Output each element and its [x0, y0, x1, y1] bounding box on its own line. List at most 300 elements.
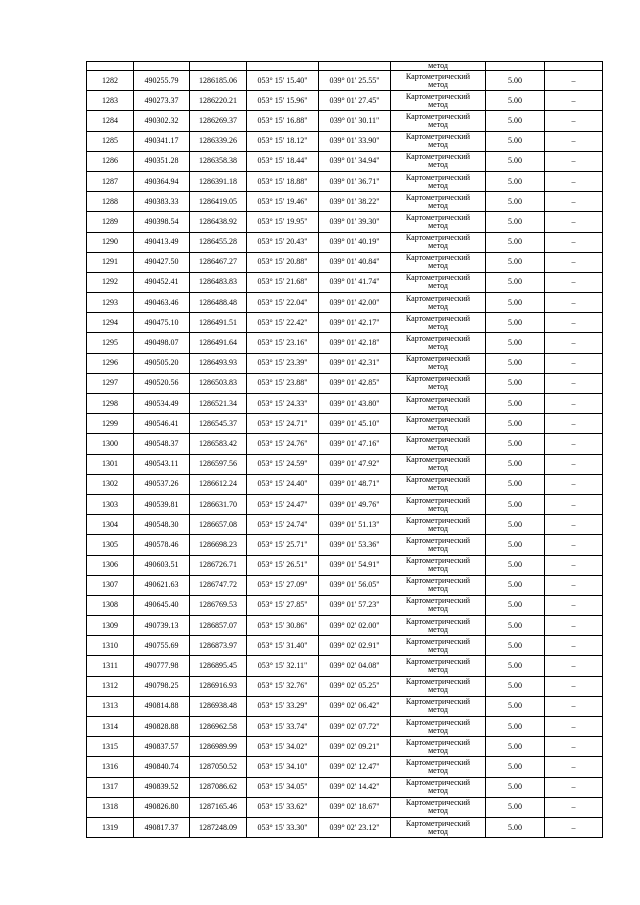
method-cell	[391, 394, 486, 414]
longitude-cell: 039° 01' 51.13"	[319, 515, 391, 535]
x-coordinate-cell: 490814.88	[134, 696, 190, 716]
method-cell	[391, 797, 486, 817]
method-line-2: метод	[428, 503, 448, 513]
method-cell	[391, 232, 486, 252]
longitude-cell: 039° 01' 56.05"	[319, 575, 391, 595]
table-row	[87, 494, 603, 514]
latitude-cell: 053° 15' 24.71"	[247, 414, 319, 434]
table-row	[87, 333, 603, 353]
method-cell	[391, 131, 486, 151]
x-coordinate-cell: 490505.20	[134, 353, 190, 373]
x-coordinate-cell: 490777.98	[134, 656, 190, 676]
y-coordinate-cell: 1286185.06	[190, 71, 247, 91]
y-coordinate-cell: 1286220.21	[190, 91, 247, 111]
y-coordinate-cell: 1286545.37	[190, 414, 247, 434]
table-row	[87, 676, 603, 696]
point-number-cell: 1309	[87, 616, 134, 636]
x-coordinate-cell: 490828.88	[134, 717, 190, 737]
method-line-1: Картометрический	[405, 334, 471, 344]
cell	[247, 62, 319, 71]
method-cell	[391, 434, 486, 454]
note-cell: –	[545, 151, 603, 171]
method-line-2: метод	[428, 604, 448, 614]
x-coordinate-cell: 490645.40	[134, 595, 190, 615]
accuracy-cell: 5.00	[486, 616, 545, 636]
longitude-cell: 039° 02' 02.91"	[319, 636, 391, 656]
note-cell: –	[545, 333, 603, 353]
note-cell: –	[545, 595, 603, 615]
method-cell	[391, 817, 486, 837]
table-row	[87, 111, 603, 131]
point-number-cell: 1311	[87, 656, 134, 676]
y-coordinate-cell: 1286726.71	[190, 555, 247, 575]
longitude-cell: 039° 01' 47.92"	[319, 454, 391, 474]
table-row	[87, 777, 603, 797]
note-cell: –	[545, 131, 603, 151]
accuracy-cell: 5.00	[486, 717, 545, 737]
accuracy-cell: 5.00	[486, 777, 545, 797]
method-cell	[391, 737, 486, 757]
method-line-2: метод	[428, 402, 448, 412]
table-row	[87, 535, 603, 555]
note-cell: –	[545, 111, 603, 131]
note-cell: –	[545, 717, 603, 737]
method-line-2: метод	[428, 241, 448, 251]
method-cell: метод	[391, 62, 486, 71]
method-line-2: метод	[428, 180, 448, 190]
method-line-1: Картометрический	[405, 212, 471, 222]
point-number-cell: 1288	[87, 192, 134, 212]
accuracy-cell: 5.00	[486, 636, 545, 656]
x-coordinate-cell: 490534.49	[134, 394, 190, 414]
longitude-cell: 039° 01' 57.23"	[319, 595, 391, 615]
longitude-cell: 039° 02' 12.47"	[319, 757, 391, 777]
table-row	[87, 313, 603, 333]
method-cell	[391, 333, 486, 353]
point-number-cell: 1313	[87, 696, 134, 716]
point-number-cell: 1285	[87, 131, 134, 151]
table-row	[87, 434, 603, 454]
method-cell	[391, 575, 486, 595]
latitude-cell: 053° 15' 34.05"	[247, 777, 319, 797]
latitude-cell: 053° 15' 24.74"	[247, 515, 319, 535]
note-cell: –	[545, 696, 603, 716]
point-number-cell: 1300	[87, 434, 134, 454]
point-number-cell: 1296	[87, 353, 134, 373]
point-number-cell: 1314	[87, 717, 134, 737]
method-line-2: метод	[428, 786, 448, 796]
note-cell: –	[545, 636, 603, 656]
y-coordinate-cell: 1286491.64	[190, 333, 247, 353]
note-cell: –	[545, 212, 603, 232]
method-line-2: метод	[428, 220, 448, 230]
x-coordinate-cell: 490839.52	[134, 777, 190, 797]
table-row	[87, 817, 603, 837]
longitude-cell: 039° 01' 48.71"	[319, 474, 391, 494]
longitude-cell: 039° 02' 05.25"	[319, 676, 391, 696]
x-coordinate-cell: 490302.32	[134, 111, 190, 131]
accuracy-cell: 5.00	[486, 91, 545, 111]
note-cell: –	[545, 313, 603, 333]
note-cell: –	[545, 555, 603, 575]
longitude-cell: 039° 01' 27.45"	[319, 91, 391, 111]
table-row	[87, 212, 603, 232]
x-coordinate-cell: 490364.94	[134, 171, 190, 191]
method-cell	[391, 616, 486, 636]
y-coordinate-cell: 1286769.53	[190, 595, 247, 615]
method-line-1: Картометрический	[405, 273, 471, 283]
table-row	[87, 272, 603, 292]
y-coordinate-cell: 1286698.23	[190, 535, 247, 555]
method-cell	[391, 293, 486, 313]
longitude-cell: 039° 01' 34.94"	[319, 151, 391, 171]
method-cell	[391, 212, 486, 232]
accuracy-cell: 5.00	[486, 817, 545, 837]
method-line-1: Картометрический	[405, 475, 471, 485]
method-line-1: Картометрический	[405, 757, 471, 767]
x-coordinate-cell: 490548.37	[134, 434, 190, 454]
longitude-cell: 039° 01' 25.55"	[319, 71, 391, 91]
method-line-1: Картометрический	[405, 233, 471, 243]
latitude-cell: 053° 15' 23.39"	[247, 353, 319, 373]
table-row	[87, 717, 603, 737]
accuracy-cell: 5.00	[486, 535, 545, 555]
method-line-1: Картометрический	[405, 172, 471, 182]
y-coordinate-cell: 1286358.38	[190, 151, 247, 171]
method-line-1: Картометрический	[405, 596, 471, 606]
method-line-2: метод	[428, 140, 448, 150]
method-line-2: метод	[428, 483, 448, 493]
longitude-cell: 039° 01' 40.84"	[319, 252, 391, 272]
latitude-cell: 053° 15' 24.40"	[247, 474, 319, 494]
longitude-cell: 039° 01' 38.22"	[319, 192, 391, 212]
point-number-cell: 1295	[87, 333, 134, 353]
table-row	[87, 394, 603, 414]
x-coordinate-cell: 490475.10	[134, 313, 190, 333]
table-row	[87, 797, 603, 817]
table-row	[87, 414, 603, 434]
method-line-1: Картометрический	[405, 798, 471, 808]
y-coordinate-cell: 1286455.28	[190, 232, 247, 252]
latitude-cell: 053° 15' 22.04"	[247, 293, 319, 313]
table-row	[87, 575, 603, 595]
method-line-1: Картометрический	[405, 818, 471, 828]
method-line-2: метод	[428, 624, 448, 634]
longitude-cell: 039° 01' 42.17"	[319, 313, 391, 333]
latitude-cell: 053° 15' 33.62"	[247, 797, 319, 817]
table-row	[87, 636, 603, 656]
latitude-cell: 053° 15' 27.09"	[247, 575, 319, 595]
note-cell: –	[545, 434, 603, 454]
point-number-cell: 1287	[87, 171, 134, 191]
y-coordinate-cell: 1286989.99	[190, 737, 247, 757]
latitude-cell: 053° 15' 33.30"	[247, 817, 319, 837]
latitude-cell: 053° 15' 26.51"	[247, 555, 319, 575]
accuracy-cell: 5.00	[486, 313, 545, 333]
method-line-2: метод	[428, 261, 448, 271]
longitude-cell: 039° 02' 23.12"	[319, 817, 391, 837]
method-cell	[391, 414, 486, 434]
cell	[486, 62, 545, 71]
x-coordinate-cell: 490603.51	[134, 555, 190, 575]
longitude-cell: 039° 01' 30.11"	[319, 111, 391, 131]
method-line-1: Картометрический	[405, 737, 471, 747]
x-coordinate-cell: 490548.30	[134, 515, 190, 535]
method-line-1: Картометрический	[405, 717, 471, 727]
point-number-cell: 1289	[87, 212, 134, 232]
note-cell: –	[545, 817, 603, 837]
accuracy-cell: 5.00	[486, 353, 545, 373]
method-cell	[391, 111, 486, 131]
x-coordinate-cell: 490621.63	[134, 575, 190, 595]
method-line-2: метод	[428, 543, 448, 553]
table-row	[87, 91, 603, 111]
longitude-cell: 039° 02' 06.42"	[319, 696, 391, 716]
x-coordinate-cell: 490543.11	[134, 454, 190, 474]
method-cell	[391, 272, 486, 292]
accuracy-cell: 5.00	[486, 171, 545, 191]
y-coordinate-cell: 1286488.48	[190, 293, 247, 313]
x-coordinate-cell: 490520.56	[134, 373, 190, 393]
accuracy-cell: 5.00	[486, 737, 545, 757]
table-row	[87, 595, 603, 615]
latitude-cell: 053° 15' 20.88"	[247, 252, 319, 272]
method-line-2: метод	[428, 725, 448, 735]
method-line-1: Картометрический	[405, 778, 471, 788]
accuracy-cell: 5.00	[486, 434, 545, 454]
point-number-cell: 1292	[87, 272, 134, 292]
x-coordinate-cell: 490798.25	[134, 676, 190, 696]
method-line-1: Картометрический	[405, 111, 471, 121]
table-row	[87, 71, 603, 91]
accuracy-cell: 5.00	[486, 394, 545, 414]
longitude-cell: 039° 01' 42.85"	[319, 373, 391, 393]
accuracy-cell: 5.00	[486, 474, 545, 494]
y-coordinate-cell: 1286491.51	[190, 313, 247, 333]
y-coordinate-cell: 1287086.62	[190, 777, 247, 797]
longitude-cell: 039° 01' 42.18"	[319, 333, 391, 353]
longitude-cell: 039° 01' 33.90"	[319, 131, 391, 151]
y-coordinate-cell: 1286612.24	[190, 474, 247, 494]
table-row	[87, 252, 603, 272]
latitude-cell: 053° 15' 19.95"	[247, 212, 319, 232]
x-coordinate-cell: 490817.37	[134, 817, 190, 837]
longitude-cell: 039° 02' 02.00"	[319, 616, 391, 636]
longitude-cell: 039° 01' 40.19"	[319, 232, 391, 252]
y-coordinate-cell: 1286857.07	[190, 616, 247, 636]
y-coordinate-cell: 1286493.93	[190, 353, 247, 373]
note-cell: –	[545, 71, 603, 91]
latitude-cell: 053° 15' 19.46"	[247, 192, 319, 212]
table-row	[87, 293, 603, 313]
method-line-1: Картометрический	[405, 313, 471, 323]
method-line-2: метод	[428, 564, 448, 574]
accuracy-cell: 5.00	[486, 414, 545, 434]
method-cell	[391, 595, 486, 615]
method-cell	[391, 353, 486, 373]
method-line-1: Картометрический	[405, 434, 471, 444]
latitude-cell: 053° 15' 15.40"	[247, 71, 319, 91]
point-number-cell: 1305	[87, 535, 134, 555]
accuracy-cell: 5.00	[486, 232, 545, 252]
note-cell: –	[545, 192, 603, 212]
y-coordinate-cell: 1287050.52	[190, 757, 247, 777]
x-coordinate-cell: 490273.37	[134, 91, 190, 111]
latitude-cell: 053° 15' 32.76"	[247, 676, 319, 696]
x-coordinate-cell: 490351.28	[134, 151, 190, 171]
y-coordinate-cell: 1286631.70	[190, 494, 247, 514]
longitude-cell: 039° 01' 49.76"	[319, 494, 391, 514]
note-cell: –	[545, 454, 603, 474]
point-number-cell: 1315	[87, 737, 134, 757]
x-coordinate-cell: 490383.33	[134, 192, 190, 212]
note-cell: –	[545, 171, 603, 191]
method-line-2: метод	[428, 342, 448, 352]
accuracy-cell: 5.00	[486, 131, 545, 151]
table-row	[87, 454, 603, 474]
method-cell	[391, 171, 486, 191]
note-cell: –	[545, 494, 603, 514]
y-coordinate-cell: 1286583.42	[190, 434, 247, 454]
accuracy-cell: 5.00	[486, 555, 545, 575]
x-coordinate-cell: 490398.54	[134, 212, 190, 232]
method-line-1: Картометрический	[405, 414, 471, 424]
accuracy-cell: 5.00	[486, 293, 545, 313]
y-coordinate-cell: 1286895.45	[190, 656, 247, 676]
table-row	[87, 232, 603, 252]
accuracy-cell: 5.00	[486, 333, 545, 353]
method-line-1: Картометрический	[405, 374, 471, 384]
latitude-cell: 053° 15' 24.76"	[247, 434, 319, 454]
table-row-partial	[87, 62, 603, 71]
method-line-1: Картометрический	[405, 677, 471, 687]
table-row	[87, 151, 603, 171]
y-coordinate-cell: 1286339.26	[190, 131, 247, 151]
cell	[87, 62, 134, 71]
y-coordinate-cell: 1286438.92	[190, 212, 247, 232]
cell	[319, 62, 391, 71]
latitude-cell: 053° 15' 30.86"	[247, 616, 319, 636]
x-coordinate-cell: 490826.80	[134, 797, 190, 817]
accuracy-cell: 5.00	[486, 192, 545, 212]
table-row	[87, 515, 603, 535]
y-coordinate-cell: 1286467.27	[190, 252, 247, 272]
method-cell	[391, 151, 486, 171]
x-coordinate-cell: 490840.74	[134, 757, 190, 777]
point-number-cell: 1299	[87, 414, 134, 434]
method-cell	[391, 252, 486, 272]
point-number-cell: 1306	[87, 555, 134, 575]
note-cell: –	[545, 252, 603, 272]
table-row	[87, 192, 603, 212]
method-line-2: метод	[428, 523, 448, 533]
note-cell: –	[545, 797, 603, 817]
latitude-cell: 053° 15' 21.68"	[247, 272, 319, 292]
accuracy-cell: 5.00	[486, 515, 545, 535]
method-cell	[391, 454, 486, 474]
latitude-cell: 053° 15' 18.88"	[247, 171, 319, 191]
method-line-2: метод	[428, 119, 448, 129]
method-line-2: метод	[428, 382, 448, 392]
method-line-2: метод	[428, 281, 448, 291]
accuracy-cell: 5.00	[486, 757, 545, 777]
method-line-1: Картометрический	[405, 192, 471, 202]
method-cell	[391, 494, 486, 514]
method-cell	[391, 777, 486, 797]
x-coordinate-cell: 490463.46	[134, 293, 190, 313]
method-cell	[391, 656, 486, 676]
y-coordinate-cell: 1286962.58	[190, 717, 247, 737]
note-cell: –	[545, 656, 603, 676]
method-line-1: Картометрический	[405, 455, 471, 465]
x-coordinate-cell: 490452.41	[134, 272, 190, 292]
point-number-cell: 1293	[87, 293, 134, 313]
point-number-cell: 1301	[87, 454, 134, 474]
method-cell	[391, 535, 486, 555]
x-coordinate-cell: 490578.46	[134, 535, 190, 555]
method-line-1: Картометрический	[405, 616, 471, 626]
longitude-cell: 039° 02' 07.72"	[319, 717, 391, 737]
longitude-cell: 039° 01' 42.00"	[319, 293, 391, 313]
accuracy-cell: 5.00	[486, 676, 545, 696]
note-cell: –	[545, 474, 603, 494]
method-line-2: метод	[428, 463, 448, 473]
method-line-1: Картометрический	[405, 495, 471, 505]
latitude-cell: 053° 15' 23.88"	[247, 373, 319, 393]
note-cell: –	[545, 232, 603, 252]
note-cell: –	[545, 757, 603, 777]
method-cell	[391, 71, 486, 91]
cell	[545, 62, 603, 71]
method-line-1: Картометрический	[405, 697, 471, 707]
latitude-cell: 053° 15' 15.96"	[247, 91, 319, 111]
accuracy-cell: 5.00	[486, 656, 545, 676]
latitude-cell: 053° 15' 34.10"	[247, 757, 319, 777]
method-line-1: Картометрический	[405, 293, 471, 303]
accuracy-cell: 5.00	[486, 373, 545, 393]
cell	[134, 62, 190, 71]
longitude-cell: 039° 01' 43.80"	[319, 394, 391, 414]
note-cell: –	[545, 777, 603, 797]
note-cell: –	[545, 394, 603, 414]
accuracy-cell: 5.00	[486, 272, 545, 292]
latitude-cell: 053° 15' 25.71"	[247, 535, 319, 555]
latitude-cell: 053° 15' 20.43"	[247, 232, 319, 252]
method-line-2: метод	[428, 644, 448, 654]
longitude-cell: 039° 01' 42.31"	[319, 353, 391, 373]
method-cell	[391, 636, 486, 656]
longitude-cell: 039° 01' 39.30"	[319, 212, 391, 232]
note-cell: –	[545, 616, 603, 636]
method-line-1: Картометрический	[405, 515, 471, 525]
note-cell: –	[545, 373, 603, 393]
point-number-cell: 1310	[87, 636, 134, 656]
accuracy-cell: 5.00	[486, 212, 545, 232]
method-cell	[391, 313, 486, 333]
table-body	[87, 62, 603, 838]
x-coordinate-cell: 490755.69	[134, 636, 190, 656]
method-line-2: метод	[428, 665, 448, 675]
point-number-cell: 1290	[87, 232, 134, 252]
latitude-cell: 053° 15' 34.02"	[247, 737, 319, 757]
point-number-cell: 1291	[87, 252, 134, 272]
point-number-cell: 1298	[87, 394, 134, 414]
y-coordinate-cell: 1286747.72	[190, 575, 247, 595]
table-row	[87, 171, 603, 191]
x-coordinate-cell: 490837.57	[134, 737, 190, 757]
method-line-2: метод	[428, 765, 448, 775]
point-number-cell: 1303	[87, 494, 134, 514]
